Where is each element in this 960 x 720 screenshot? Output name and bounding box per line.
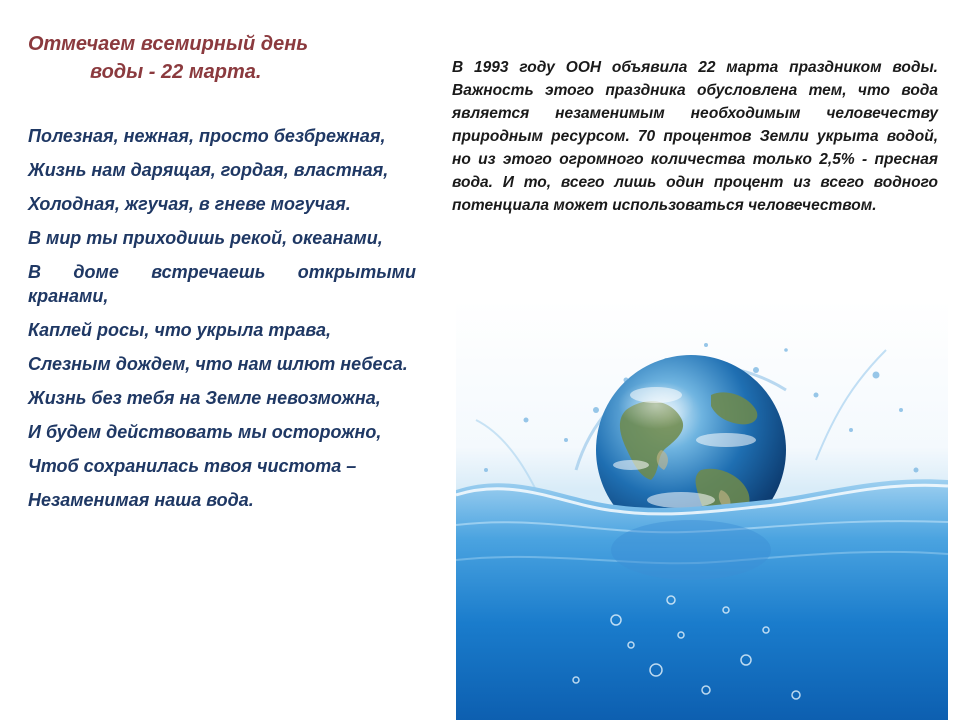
- poem-line: Жизнь нам дарящая, гордая, властная,: [28, 160, 389, 180]
- earth-water-image: [456, 300, 948, 720]
- poem-line: В доме встречаешь открытыми кранами,: [28, 262, 416, 306]
- poem-line: Каплей росы, что укрыла трава,: [28, 320, 332, 340]
- title-line-1: Отмечаем всемирный день: [28, 33, 309, 55]
- info-paragraph: В 1993 году ООН объявила 22 марта праздником воды. Важность этого праздника обусловлена тем, что вода является незаменимым необходимым человечеству природным ресурсом. 70 процентов Земли укрыта водой, но из этого огромного количества только 2,5% - пресная вода. И то, всего лишь один процент из всего водного потенциала может использоваться человечеством.: [452, 59, 938, 214]
- poem-line: И будем действовать мы осторожно,: [28, 422, 382, 442]
- poem-line: Слезным дождем, что нам шлют небеса.: [28, 354, 408, 374]
- poem-line: Жизнь без тебя на Земле невозможна,: [28, 388, 381, 408]
- poem-line: Незаменимая наша вода.: [28, 490, 254, 510]
- poem-line: Полезная, нежная, просто безбрежная,: [28, 126, 386, 146]
- title-line-2: воды - 22 марта.: [90, 61, 262, 83]
- poem-line: Чтоб сохранилась твоя чистота –: [28, 456, 357, 476]
- page-title: [28, 30, 428, 86]
- poem-line: Холодная, жгучая, в гневе могучая.: [28, 194, 351, 214]
- poem-line: В мир ты приходишь рекой, океанами,: [28, 228, 383, 248]
- poem: [28, 124, 416, 522]
